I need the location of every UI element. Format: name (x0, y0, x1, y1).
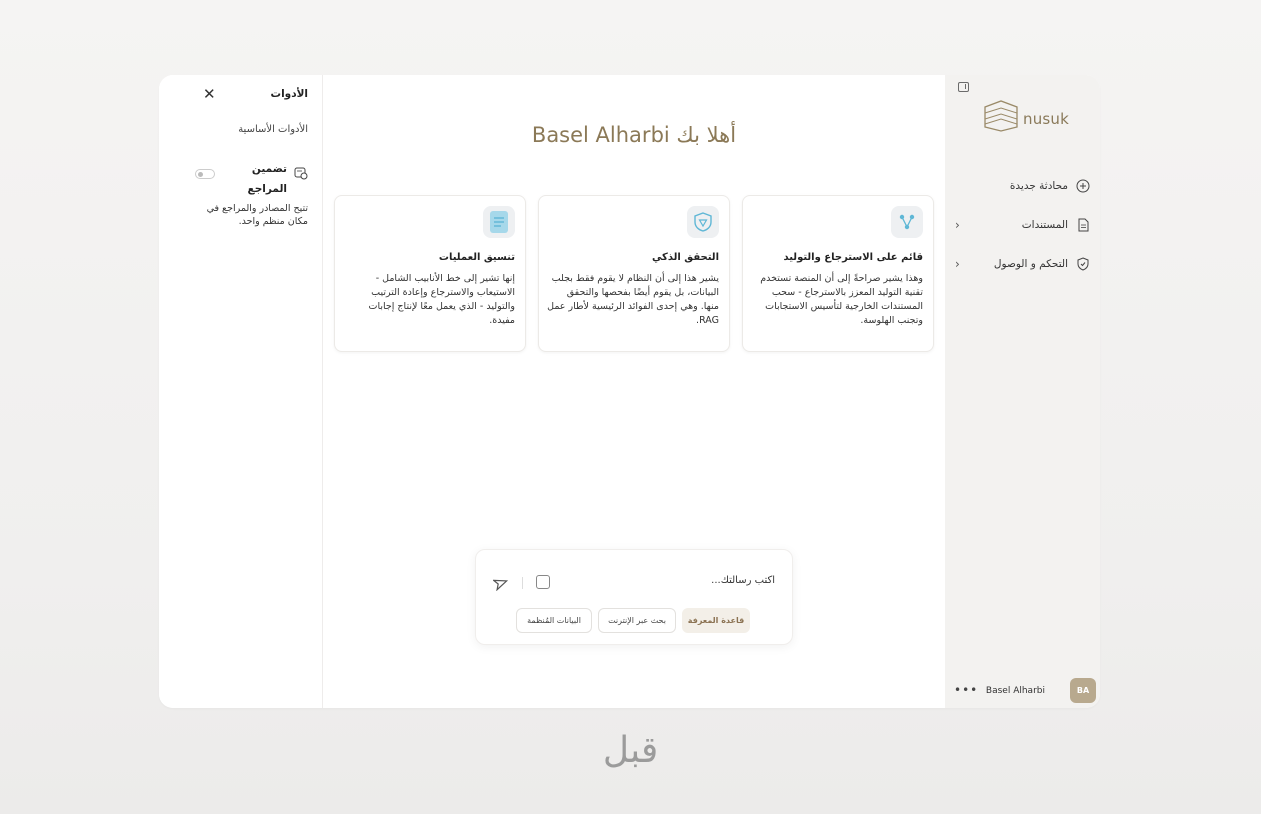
voice-icon[interactable] (536, 575, 550, 589)
chevron-left-icon: ‹ (955, 257, 960, 271)
avatar: BA (1070, 678, 1096, 703)
sidebar-toggle-icon[interactable] (958, 82, 969, 92)
references-toggle[interactable] (195, 169, 215, 179)
list-icon (483, 206, 515, 238)
document-icon (1076, 218, 1090, 232)
tools-title: الأدوات (270, 88, 308, 100)
chip-knowledge-base[interactable]: قاعدة المعرفة (682, 608, 750, 633)
shield-icon (1076, 257, 1090, 271)
branch-icon (891, 206, 923, 238)
chevron-left-icon: ‹ (955, 218, 960, 232)
app-window (159, 75, 1100, 708)
chip-structured-data[interactable]: البيانات المُنظمة (516, 608, 592, 633)
sidebar-item-label: التحكم و الوصول (993, 258, 1068, 270)
sidebar-item-label: المستندات (1021, 219, 1068, 231)
message-composer (475, 549, 793, 645)
tools-panel (159, 75, 323, 708)
close-icon[interactable]: ✕ (203, 85, 216, 103)
card-title: التحقق الذكي (651, 252, 719, 263)
chip-web-search[interactable]: بحث عبر الإنترنت (598, 608, 676, 633)
send-icon[interactable] (493, 575, 509, 591)
tool-name: تضمين المراجع (247, 163, 287, 195)
references-icon (294, 166, 308, 180)
card-title: قائم على الاسترجاع والتوليد (783, 252, 923, 263)
tool-description: تتيح المصادر والمراجع في مكان منظم واحد. (206, 203, 308, 227)
message-input[interactable]: اكتب رسالتك... (711, 575, 775, 586)
shield-check-icon (687, 206, 719, 238)
sidebar-item-access-control[interactable] (955, 253, 1090, 275)
card-description: إنها تشير إلى خط الأنابيب الشامل - الاستيعاب والاسترجاع وإعادة الترتيب والتوليد - الذي يعمل معًا لإنتاج إجابات مفيدة. (368, 273, 515, 326)
logo-text: nusuk (1023, 110, 1070, 128)
feature-card-orchestration[interactable] (334, 195, 526, 352)
card-description: وهذا يشير صراحةً إلى أن المنصة تستخدم تقنية التوليد المعزز بالاسترجاع - سحب المستندات الخارجية لتأسيس الاستجابات وتجنب الهلوسة. (760, 273, 923, 326)
divider (522, 577, 523, 589)
user-profile[interactable] (945, 675, 1100, 705)
sidebar-item-label: محادثة جديدة (1009, 180, 1068, 192)
welcome-title: أهلا بك Basel Alharbi (531, 123, 737, 147)
sidebar-item-documents[interactable] (955, 214, 1090, 236)
tools-subtitle: الأدوات الأساسية (238, 124, 308, 135)
user-name: Basel Alharbi (985, 686, 1045, 696)
sidebar-item-new-chat[interactable] (955, 175, 1090, 197)
card-title: تنسيق العمليات (438, 252, 515, 263)
feature-card-rag[interactable] (742, 195, 934, 352)
feature-card-verification[interactable] (538, 195, 730, 352)
caption: قبل (602, 730, 659, 771)
more-options-icon[interactable]: ••• (954, 683, 979, 697)
plus-circle-icon (1076, 179, 1090, 193)
card-description: يشير هذا إلى أن النظام لا يقوم فقط بجلب البيانات، بل يقوم أيضًا بفحصها والتحقق منها. وهي إحدى الفوائد الرئيسية لأطار عمل RAG. (547, 273, 719, 326)
sidebar (945, 75, 1100, 708)
